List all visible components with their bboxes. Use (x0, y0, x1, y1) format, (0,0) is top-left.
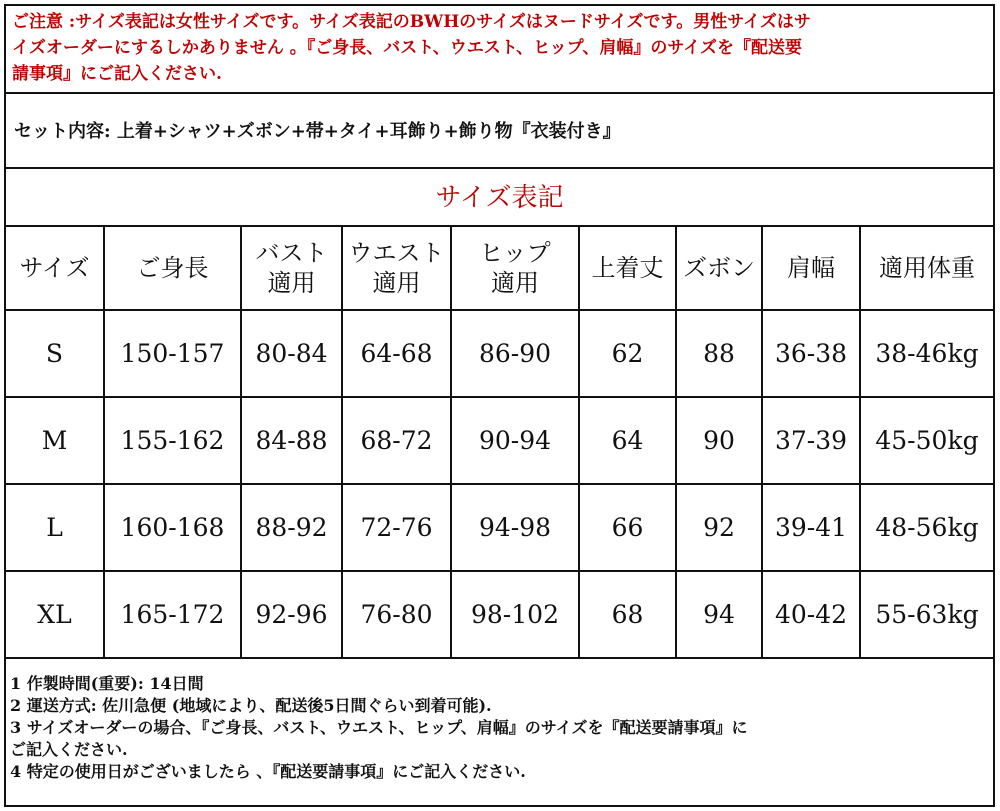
table-cell-trousers: 88 (677, 311, 763, 398)
footer-line: 3 サイズオーダーの場合、『ご身長、バスト、ウエスト、ヒップ、肩幅』のサイズを『配送要請事項』に (10, 718, 748, 737)
header-cell-waist (343, 227, 452, 311)
header-label: ウエスト (348, 239, 445, 267)
table-cell-height: 165-172 (105, 572, 242, 659)
table-cell-trousers: 92 (677, 485, 763, 572)
header-cell-jacket-length (580, 227, 677, 311)
table-cell-shoulder: 37-39 (763, 398, 861, 485)
table-cell-bust: 80-84 (242, 311, 343, 398)
notice-line: ご注意 :サイズ表記は女性サイズです。サイズ表記のBWHのサイズはヌードサイズです。男性サイズはサ (12, 12, 811, 32)
header-label: 適用体重 (879, 254, 975, 282)
header-label: 上着丈 (591, 254, 664, 282)
footer-line: 4 特定の使用日がございましたら 、『配送要請事項』にご記入ください. (10, 762, 526, 781)
header-label: 肩幅 (787, 254, 835, 282)
set-contents: セット内容: 上着+シャツ+ズボン+帯+タイ+耳飾り+飾り物『衣装付き』 (6, 94, 993, 169)
size-chart-sheet (4, 4, 995, 807)
header-label: ご身長 (136, 254, 209, 282)
table-cell-height: 160-168 (105, 485, 242, 572)
table-cell-size: S (6, 311, 105, 398)
header-cell-trousers (677, 227, 763, 311)
table-cell-height: 150-157 (105, 311, 242, 398)
footer-line: 1 作製時間(重要): 14日間 (10, 674, 204, 693)
footer-line: 2 運送方式: 佐川急便 (地域により、配送後5日間ぐらい到着可能). (10, 696, 492, 715)
notice-line: イズオーダーにするしかありません 。『ご身長、バスト、ウエスト、ヒップ、肩幅』のサイズを『配送要 (12, 38, 802, 58)
table-cell-jacket-length: 64 (580, 398, 677, 485)
header-label: 適用 (267, 269, 316, 297)
table-cell-weight: 45-50kg (861, 398, 993, 485)
table-cell-height: 155-162 (105, 398, 242, 485)
table-cell-jacket-length: 66 (580, 485, 677, 572)
table-cell-hip: 94-98 (452, 485, 580, 572)
table-cell-shoulder: 40-42 (763, 572, 861, 659)
table-cell-waist: 68-72 (343, 398, 452, 485)
table-cell-bust: 92-96 (242, 572, 343, 659)
table-cell-bust: 88-92 (242, 485, 343, 572)
table-cell-waist: 64-68 (343, 311, 452, 398)
footer-line: ご記入ください. (10, 740, 128, 759)
table-cell-size: L (6, 485, 105, 572)
header-cell-size (6, 227, 105, 311)
table-cell-size: XL (6, 572, 105, 659)
header-cell-bust (242, 227, 343, 311)
header-label: 適用 (491, 269, 539, 297)
header-label: バスト (255, 239, 328, 267)
header-label: 適用 (372, 269, 421, 297)
table-cell-bust: 84-88 (242, 398, 343, 485)
table-cell-hip: 90-94 (452, 398, 580, 485)
header-cell-hip (452, 227, 580, 311)
size-table (6, 227, 993, 659)
notice-line: 請事項』にご記入ください. (12, 64, 222, 84)
table-cell-trousers: 90 (677, 398, 763, 485)
table-cell-hip: 86-90 (452, 311, 580, 398)
table-cell-shoulder: 39-41 (763, 485, 861, 572)
table-cell-trousers: 94 (677, 572, 763, 659)
table-cell-jacket-length: 68 (580, 572, 677, 659)
table-cell-hip: 98-102 (452, 572, 580, 659)
table-cell-jacket-length: 62 (580, 311, 677, 398)
header-cell-weight (861, 227, 993, 311)
table-cell-weight: 38-46kg (861, 311, 993, 398)
table-cell-shoulder: 36-38 (763, 311, 861, 398)
table-cell-waist: 76-80 (343, 572, 452, 659)
footer-notes (6, 659, 993, 805)
table-cell-weight: 48-56kg (861, 485, 993, 572)
header-label: サイズ (19, 254, 90, 282)
header-label: ズボン (683, 254, 755, 282)
notice-block (6, 6, 993, 94)
table-cell-size: M (6, 398, 105, 485)
header-cell-height (105, 227, 242, 311)
header-cell-shoulder (763, 227, 861, 311)
size-table-title: サイズ表記 (6, 169, 993, 227)
header-label: ヒップ (479, 239, 551, 267)
table-cell-waist: 72-76 (343, 485, 452, 572)
table-cell-weight: 55-63kg (861, 572, 993, 659)
